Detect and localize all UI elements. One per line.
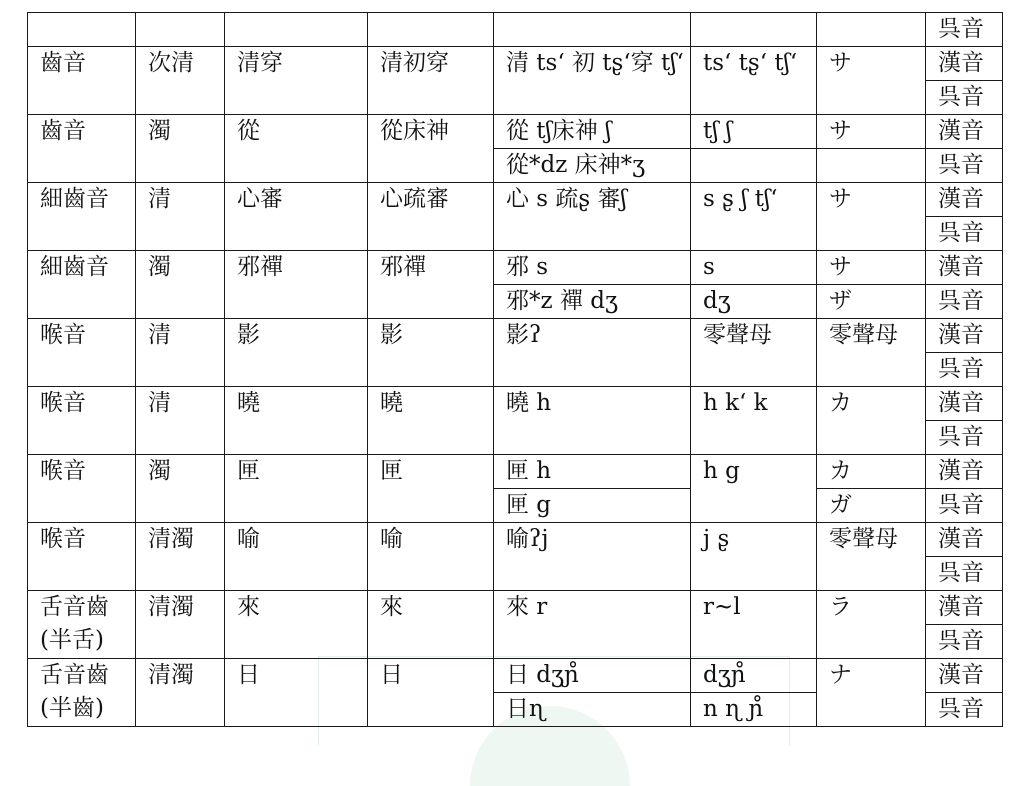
table-row	[28, 591, 1003, 625]
header-cell	[691, 13, 817, 47]
reconstruction-cell: 影ʔ	[494, 319, 691, 387]
reading-cell: 漢音	[926, 523, 1003, 557]
table-row	[28, 523, 1003, 557]
kana-cell: ナ	[817, 659, 926, 727]
initial-group-cell: 齒音	[28, 47, 136, 115]
reading-cell: 呉音	[926, 285, 1003, 319]
voicing-cell: 次清	[136, 47, 225, 115]
ipa-cell: 零聲母	[691, 319, 817, 387]
initial-group-cell: 喉音	[28, 319, 136, 387]
reading-cell: 呉音	[926, 421, 1003, 455]
initial-name-cell: 從	[225, 115, 368, 183]
reconstruction-cell: 從 tʃ床神 ʃ	[494, 115, 691, 149]
initials-cell: 匣	[368, 455, 494, 523]
table-row	[28, 47, 1003, 81]
kana-cell: サ	[817, 115, 926, 149]
reading-cell: 漢音	[926, 387, 1003, 421]
reading-cell: 呉音	[926, 13, 1003, 47]
header-cell	[817, 13, 926, 47]
reconstruction-cell: 邪*z 禪 dʒ	[494, 285, 691, 319]
table-row	[28, 387, 1003, 421]
initials-cell: 從床神	[368, 115, 494, 183]
initials-cell: 邪禪	[368, 251, 494, 319]
initial-name-cell: 清穿	[225, 47, 368, 115]
initial-group-cell: 細齒音	[28, 183, 136, 251]
reading-cell: 漢音	[926, 455, 1003, 489]
reading-cell: 漢音	[926, 115, 1003, 149]
initials-cell: 影	[368, 319, 494, 387]
header-cell	[494, 13, 691, 47]
reconstruction-cell: 邪 s	[494, 251, 691, 285]
ipa-cell: tʃ ʃ	[691, 115, 817, 149]
kana-cell	[817, 149, 926, 183]
table-row	[28, 659, 1003, 693]
reconstruction-cell: 清 tsʻ 初 tʂʻ穿 tʃʻ	[494, 47, 691, 115]
voicing-cell: 清	[136, 387, 225, 455]
table-row	[28, 319, 1003, 353]
reconstruction-cell: 心 s 疏ʂ 審ʃ	[494, 183, 691, 251]
kana-cell: ザ	[817, 285, 926, 319]
initial-name-cell: 影	[225, 319, 368, 387]
initial-name-cell: 曉	[225, 387, 368, 455]
table-row	[28, 183, 1003, 217]
header-row	[28, 13, 1003, 47]
initial-group-cell: 喉音	[28, 523, 136, 591]
reading-cell: 呉音	[926, 81, 1003, 115]
initials-cell: 清初穿	[368, 47, 494, 115]
kana-cell: ガ	[817, 489, 926, 523]
initials-cell: 日	[368, 659, 494, 727]
reconstruction-cell: 日ɳ	[494, 693, 691, 727]
header-cell	[28, 13, 136, 47]
table-row	[28, 251, 1003, 285]
initial-group-cell: 舌音齒 (半舌)	[28, 591, 136, 659]
reading-cell: 呉音	[926, 149, 1003, 183]
reading-cell: 呉音	[926, 693, 1003, 727]
reading-cell: 漢音	[926, 319, 1003, 353]
kana-cell: 零聲母	[817, 319, 926, 387]
kana-cell: サ	[817, 47, 926, 115]
voicing-cell: 濁	[136, 251, 225, 319]
initials-cell: 喻	[368, 523, 494, 591]
reconstruction-cell: 來 r	[494, 591, 691, 659]
reconstruction-cell: 匣 h	[494, 455, 691, 489]
voicing-cell: 清	[136, 319, 225, 387]
reading-cell: 呉音	[926, 217, 1003, 251]
reconstruction-cell: 從*dz 床神*ʒ	[494, 149, 691, 183]
initial-name-cell: 邪禪	[225, 251, 368, 319]
ipa-cell: h kʻ k	[691, 387, 817, 455]
initial-group-cell: 細齒音	[28, 251, 136, 319]
ipa-cell	[691, 149, 817, 183]
ipa-cell: j ʂ	[691, 523, 817, 591]
kana-cell: サ	[817, 251, 926, 285]
kana-reading-table	[27, 12, 1003, 727]
initial-name-cell: 喻	[225, 523, 368, 591]
reconstruction-cell: 喻ʔj	[494, 523, 691, 591]
ipa-cell: h g	[691, 455, 817, 523]
reconstruction-cell: 匣 g	[494, 489, 691, 523]
header-cell	[368, 13, 494, 47]
voicing-cell: 清	[136, 183, 225, 251]
table-row	[28, 455, 1003, 489]
initial-group-cell: 喉音	[28, 387, 136, 455]
initials-cell: 曉	[368, 387, 494, 455]
initial-name-cell: 日	[225, 659, 368, 727]
reading-cell: 呉音	[926, 557, 1003, 591]
header-cell	[136, 13, 225, 47]
header-cell	[225, 13, 368, 47]
ipa-cell: r~l	[691, 591, 817, 659]
initial-group-cell: 舌音齒 (半齒)	[28, 659, 136, 727]
reading-cell: 呉音	[926, 625, 1003, 659]
initials-cell: 來	[368, 591, 494, 659]
table-row	[28, 115, 1003, 149]
initials-cell: 心疏審	[368, 183, 494, 251]
reading-cell: 呉音	[926, 353, 1003, 387]
reading-cell: 呉音	[926, 489, 1003, 523]
voicing-cell: 清濁	[136, 591, 225, 659]
reading-cell: 漢音	[926, 183, 1003, 217]
ipa-cell: tsʻ tʂʻ tʃʻ	[691, 47, 817, 115]
initial-group-cell: 喉音	[28, 455, 136, 523]
ipa-cell: dʒ	[691, 285, 817, 319]
voicing-cell: 濁	[136, 115, 225, 183]
reading-cell: 漢音	[926, 591, 1003, 625]
kana-cell: サ	[817, 183, 926, 251]
voicing-cell: 濁	[136, 455, 225, 523]
initial-name-cell: 來	[225, 591, 368, 659]
ipa-cell: s	[691, 251, 817, 285]
kana-cell: カ	[817, 387, 926, 455]
ipa-cell: n ɳ ɲ̊	[691, 693, 817, 727]
reading-cell: 漢音	[926, 47, 1003, 81]
voicing-cell: 清濁	[136, 659, 225, 727]
kana-cell: 零聲母	[817, 523, 926, 591]
voicing-cell: 清濁	[136, 523, 225, 591]
initial-name-cell: 心審	[225, 183, 368, 251]
initial-group-cell: 齒音	[28, 115, 136, 183]
reconstruction-cell: 曉 h	[494, 387, 691, 455]
reading-cell: 漢音	[926, 251, 1003, 285]
ipa-cell: dʒɲ̊	[691, 659, 817, 693]
reading-cell: 漢音	[926, 659, 1003, 693]
kana-cell: カ	[817, 455, 926, 489]
ipa-cell: s ʂ ʃ tʃʻ	[691, 183, 817, 251]
reconstruction-cell: 日 dʒɲ̊	[494, 659, 691, 693]
kana-cell: ラ	[817, 591, 926, 659]
initial-name-cell: 匣	[225, 455, 368, 523]
